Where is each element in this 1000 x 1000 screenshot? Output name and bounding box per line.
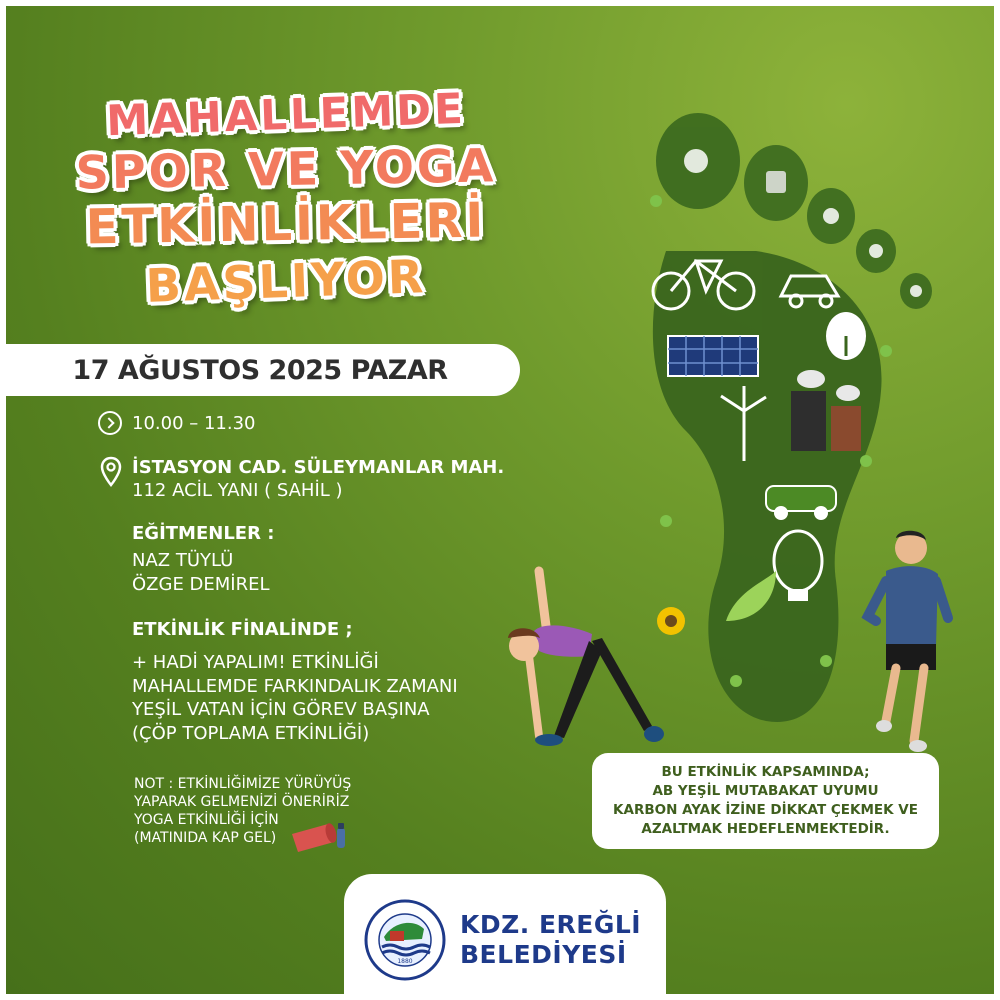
location-line-1: İSTASYON CAD. SÜLEYMANLAR MAH.	[132, 457, 505, 478]
trainers-heading: EĞİTMENLER :	[132, 523, 275, 544]
finale-line: MAHALLEMDE FARKINDALIK ZAMANI	[132, 675, 458, 697]
poster	[6, 6, 994, 994]
note-line: NOT : ETKİNLİĞİMİZE YÜRÜYÜŞ	[134, 776, 352, 792]
trainers-section	[132, 522, 274, 596]
event-time: 10.00 – 11.30	[132, 413, 256, 434]
chevron-circle-icon	[98, 411, 122, 435]
note-line: (MATINIDA KAP GEL)	[134, 829, 277, 846]
seal-year: 1880	[397, 958, 413, 965]
poster-title	[46, 83, 526, 313]
purpose-line: AZALTMAK HEDEFLENMEKTEDİR.	[641, 821, 890, 838]
title-line-2: SPOR VE YOGA	[75, 138, 497, 200]
event-location	[132, 456, 504, 503]
location-line-2: 112 ACİL YANI ( SAHİL )	[132, 480, 343, 502]
municipality-seal-icon	[364, 899, 446, 981]
municipality-name-line-1: KDZ. EREĞLİ	[460, 909, 642, 939]
finale-line: + HADİ YAPALIM! ETKİNLİĞİ	[132, 652, 379, 674]
yoga-woman-illustration	[494, 556, 664, 751]
purpose-line: AB YEŞİL MUTABAKAT UYUMU	[652, 782, 879, 799]
map-pin-icon	[100, 456, 122, 488]
date-banner	[6, 344, 520, 396]
finale-line: (ÇÖP TOPLAMA ETKİNLİĞİ)	[132, 722, 370, 744]
title-line-3: ETKİNLİKLERİ	[85, 192, 487, 256]
event-date: 17 AĞUSTOS 2025 PAZAR	[72, 354, 448, 386]
finale-heading: ETKİNLİK FİNALİNDE ;	[132, 619, 353, 640]
title-line-1: MAHALLEMDE	[105, 83, 467, 146]
yoga-mat-icon	[288, 814, 350, 856]
municipality-logo-card	[344, 874, 666, 994]
purpose-box	[592, 753, 939, 849]
municipality-name	[460, 910, 641, 971]
note-line: YOGA ETKİNLİĞİ İÇİN	[134, 811, 279, 828]
purpose-line: BU ETKİNLİK KAPSAMINDA;	[661, 763, 870, 780]
title-line-4: BAŞLIYOR	[144, 249, 428, 313]
finale-section	[132, 618, 458, 745]
trainer-name: NAZ TÜYLÜ	[132, 550, 234, 572]
finale-line: YEŞİL VATAN İÇİN GÖREV BAŞINA	[132, 699, 430, 721]
trainer-name: ÖZGE DEMİREL	[132, 573, 270, 595]
municipality-name-line-2: BELEDİYESİ	[460, 940, 627, 969]
note-line: YAPARAK GELMENİZİ ÖNERİRİZ	[134, 793, 350, 810]
running-man-illustration	[856, 526, 956, 756]
purpose-line: KARBON AYAK İZİNE DİKKAT ÇEKMEK VE	[613, 802, 918, 818]
